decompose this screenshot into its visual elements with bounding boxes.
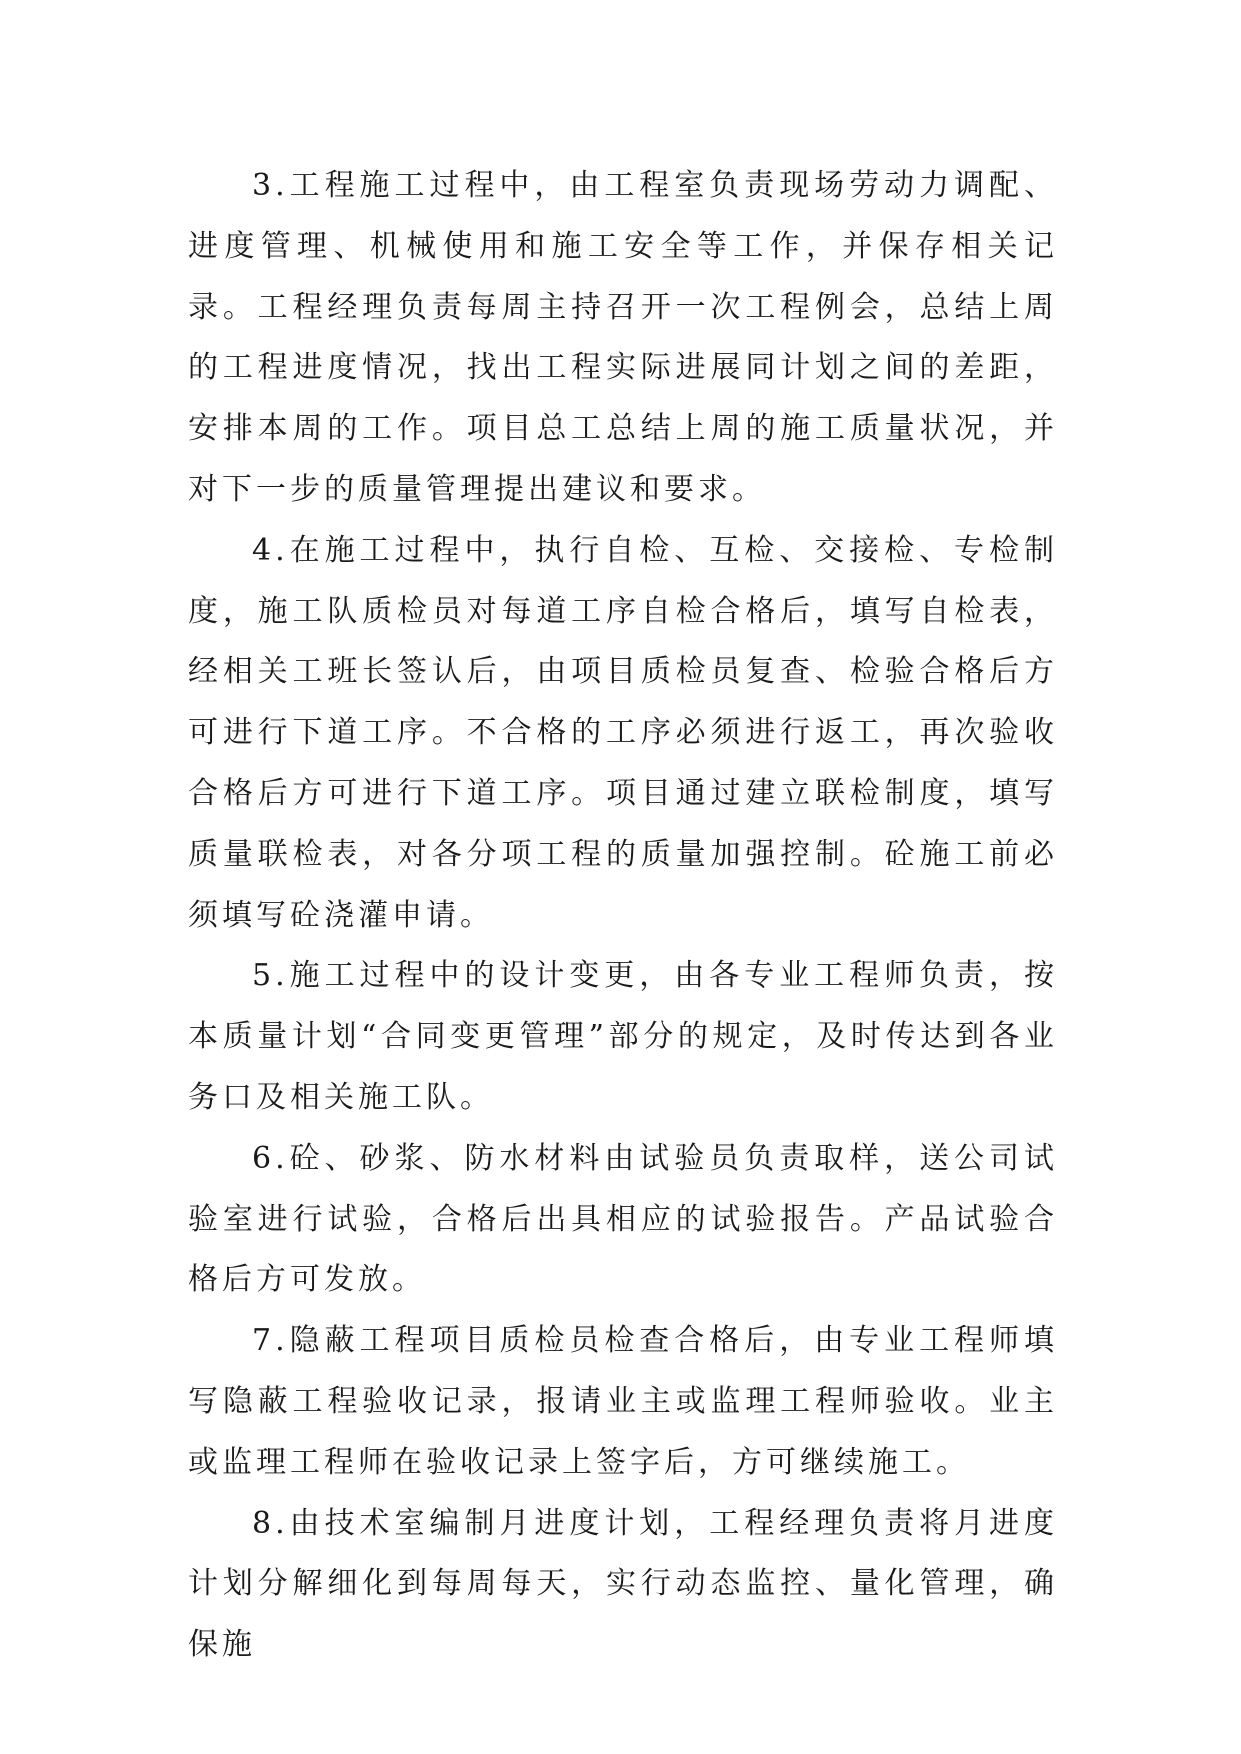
paragraph-6: 6.砼、砂浆、防水材料由试验员负责取样，送公司试验室进行试验，合格后出具相应的试验报告。产品试验合格后方可发放。 (188, 1140, 1058, 1298)
paragraph-4: 4.在施工过程中，执行自检、互检、交接检、专检制度，施工队质检员对每道工序自检合格后，填写自检表，经相关工班长签认后，由项目质检员复查、检验合格后方可进行下道工序。不合格的工序必须进行返工，再次验收合格后方可进行下道工序。项目通过建立联检制度，填写质量联检表，对各分项工程的质量加强控制。砼施工前必须填写砼浇灌申请。 (188, 532, 1058, 933)
paragraph-5: 5.施工过程中的设计变更，由各专业工程师负责，按本质量计划“合同变更管理”部分的规定，及时传达到各业务口及相关施工队。 (188, 958, 1058, 1115)
paragraph-8: 8.由技术室编制月进度计划，工程经理负责将月进度计划分解细化到每周每天，实行动态监控、量化管理，确保施 (188, 1505, 1058, 1663)
paragraph-7: 7.隐蔽工程项目质检员检查合格后，由专业工程师填写隐蔽工程验收记录，报请业主或监理工程师验收。业主或监理工程师在验收记录上签字后，方可继续施工。 (188, 1323, 1058, 1480)
document-body (188, 156, 1058, 1676)
paragraph-3: 3.工程施工过程中，由工程室负责现场劳动力调配、进度管理、机械使用和施工安全等工作，并保存相关记录。工程经理负责每周主持召开一次工程例会，总结上周的工程进度情况，找出工程实际进展同计划之间的差距，安排本周的工作。项目总工总结上周的施工质量状况，并对下一步的质量管理提出建议和要求。 (188, 168, 1058, 507)
